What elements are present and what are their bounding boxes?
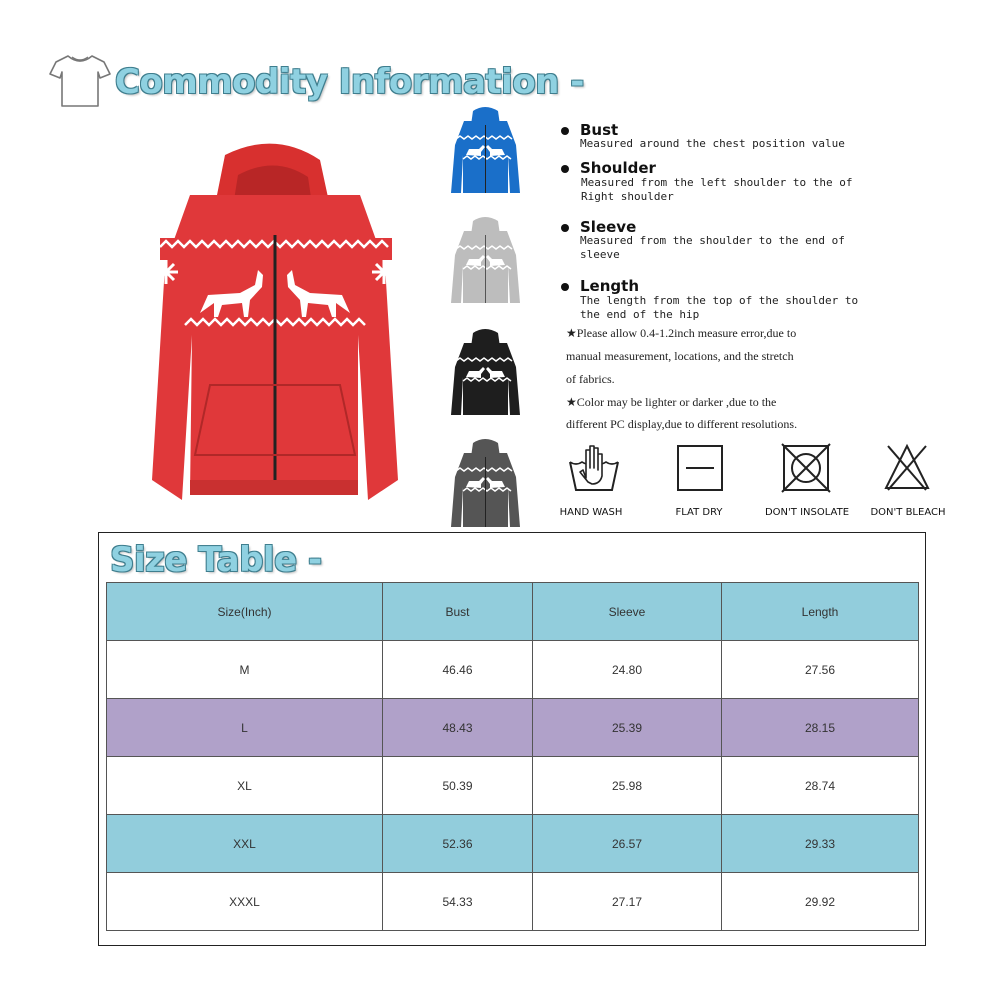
bullet-icon	[561, 165, 569, 173]
table-cell: XXL	[107, 815, 383, 873]
table-cell: 48.43	[383, 699, 533, 757]
dont-bleach-icon	[882, 442, 932, 492]
measurement-title-bust: Bust	[580, 121, 619, 139]
size-table-title: Size Table -	[110, 540, 322, 580]
measurement-desc-sleeve: Measured from the shoulder to the end of sleeve	[580, 234, 845, 261]
variant-thumb-black	[448, 327, 523, 417]
size-table	[106, 582, 919, 931]
table-cell: 27.17	[533, 873, 722, 931]
table-cell: 50.39	[383, 757, 533, 815]
measurement-title-sleeve: Sleeve	[580, 218, 637, 236]
measurement-desc-shoulder: Measured from the left shoulder to the of Right shoulder	[581, 176, 853, 203]
table-cell: 28.15	[722, 699, 919, 757]
size-table-header: Bust	[383, 583, 533, 641]
measurement-desc-bust: Measured around the chest position value	[580, 137, 845, 150]
table-cell: 29.33	[722, 815, 919, 873]
table-row	[107, 815, 919, 873]
measurement-title-length: Length	[580, 277, 639, 295]
variant-thumb-gray	[448, 215, 523, 305]
variant-thumb-blue	[448, 105, 523, 195]
measurement-title-shoulder: Shoulder	[580, 159, 656, 177]
note-color-line-2: different PC display,due to different resolutions.	[566, 417, 798, 431]
main-product-image	[130, 135, 420, 510]
flat-dry-icon	[676, 444, 724, 492]
table-cell: XXXL	[107, 873, 383, 931]
note-color-line-1: ★Color may be lighter or darker ,due to the	[566, 395, 777, 409]
note-error-line-3: of fabrics.	[566, 372, 615, 386]
care-label-flat-dry: FLAT DRY	[675, 507, 723, 518]
table-cell: 28.74	[722, 757, 919, 815]
size-table-header: Sleeve	[533, 583, 722, 641]
bullet-icon	[561, 127, 569, 135]
bullet-icon	[561, 224, 569, 232]
care-label-dont-bleach: DON'T BLEACH	[870, 507, 946, 518]
dont-insolate-icon	[778, 440, 834, 496]
measurement-desc-length: The length from the top of the shoulder to the end of the hip	[580, 294, 859, 321]
table-cell: XL	[107, 757, 383, 815]
table-cell: M	[107, 641, 383, 699]
size-table-header: Size(Inch)	[107, 583, 383, 641]
table-cell: 27.56	[722, 641, 919, 699]
table-cell: 26.57	[533, 815, 722, 873]
bullet-icon	[561, 283, 569, 291]
table-cell: 29.92	[722, 873, 919, 931]
table-cell: 54.33	[383, 873, 533, 931]
table-cell: 24.80	[533, 641, 722, 699]
care-label-dont-insolate: DON'T INSOLATE	[764, 507, 850, 518]
table-row	[107, 873, 919, 931]
tshirt-icon	[48, 52, 112, 110]
hand-wash-icon	[566, 440, 622, 496]
page-title: Commodity Information -	[115, 62, 584, 102]
table-row	[107, 641, 919, 699]
care-label-hand-wash: HAND WASH	[559, 507, 623, 518]
table-row	[107, 699, 919, 757]
table-cell: L	[107, 699, 383, 757]
table-row	[107, 757, 919, 815]
table-cell: 25.98	[533, 757, 722, 815]
table-cell: 52.36	[383, 815, 533, 873]
variant-thumb-dark-gray	[448, 437, 523, 529]
table-cell: 46.46	[383, 641, 533, 699]
size-table-header: Length	[722, 583, 919, 641]
table-cell: 25.39	[533, 699, 722, 757]
note-error-line-2: manual measurement, locations, and the stretch	[566, 349, 794, 363]
note-error-line-1: ★Please allow 0.4-1.2inch measure error,due to	[566, 326, 797, 340]
